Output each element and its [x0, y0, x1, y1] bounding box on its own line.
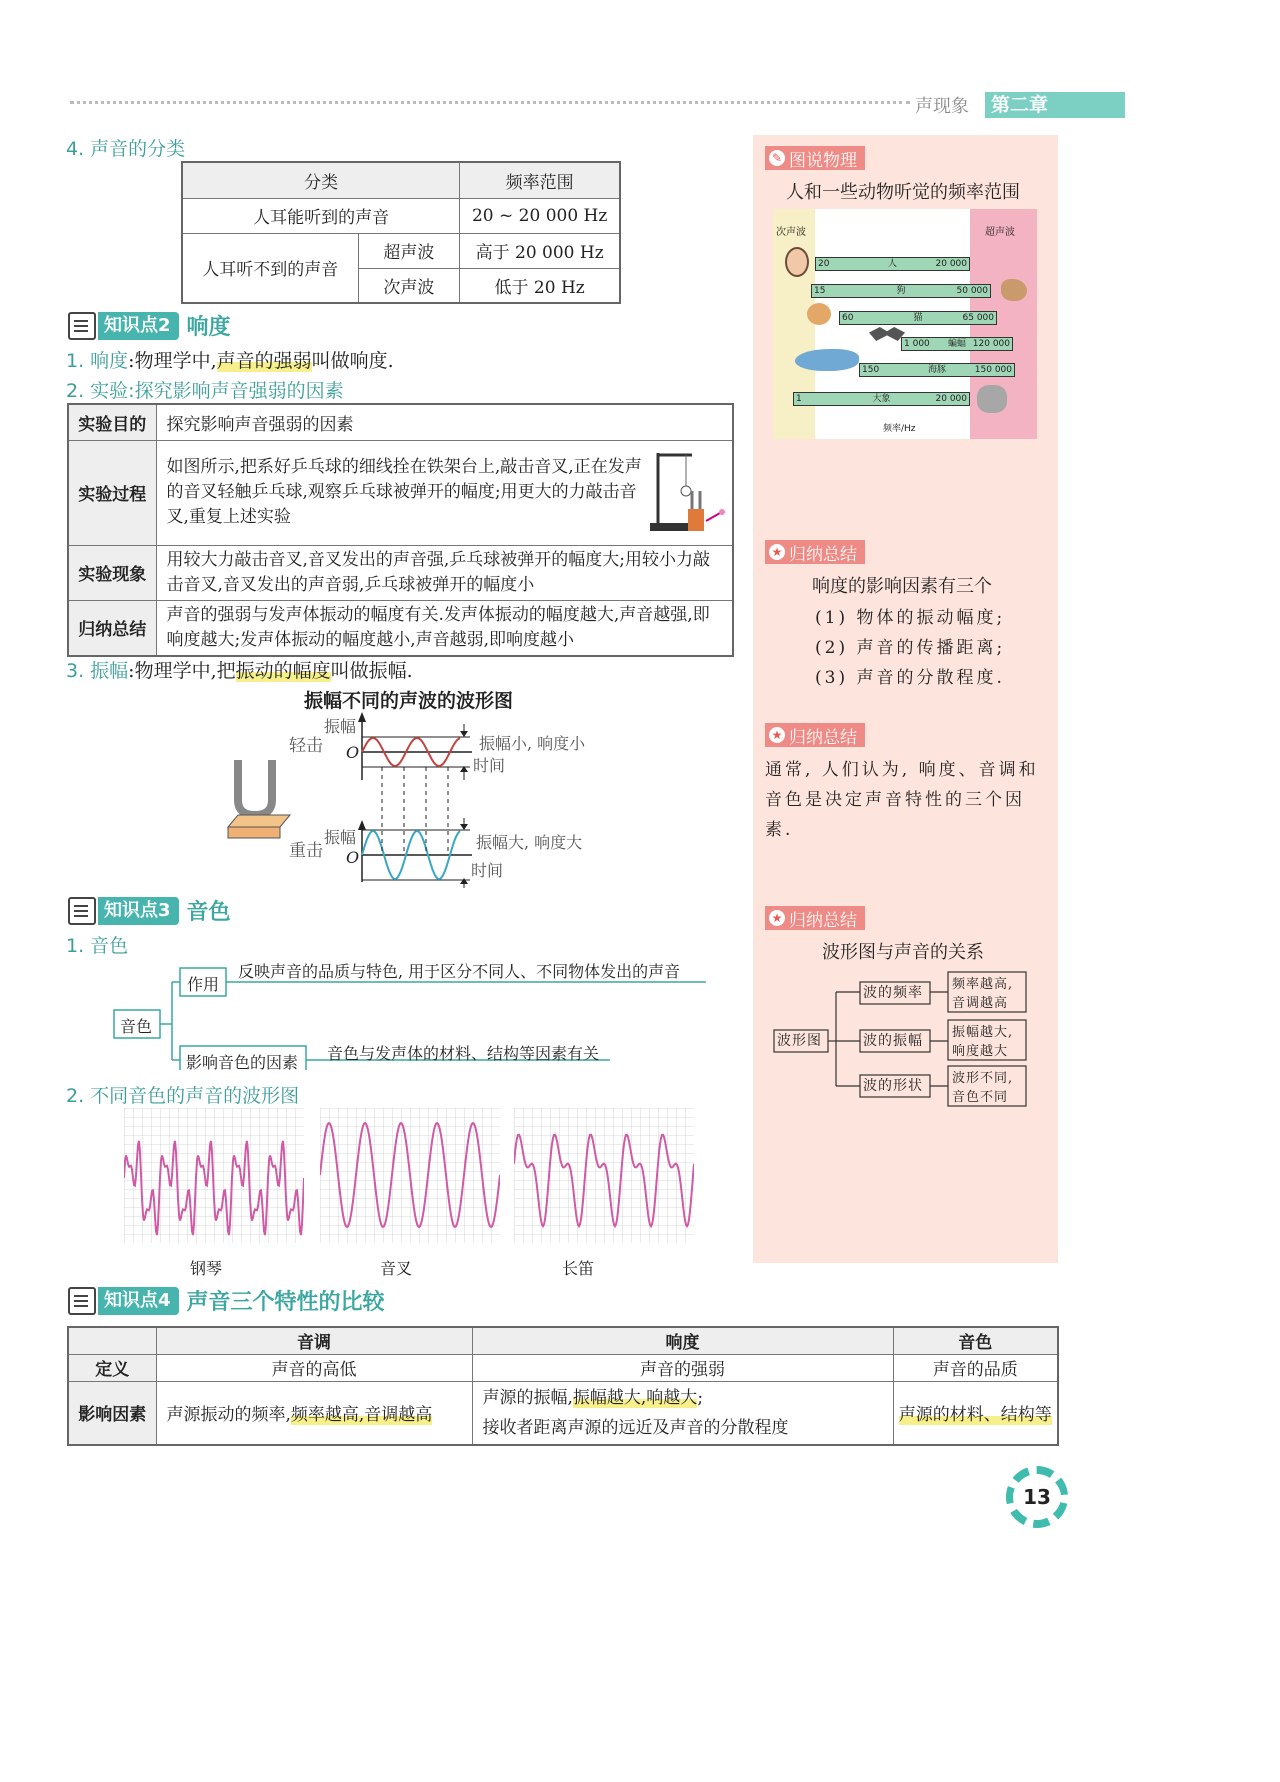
comparison-table [67, 1326, 1059, 1446]
tree2-k1: 波的频率 [863, 985, 923, 1001]
label-amp-top: 振幅 [324, 717, 357, 736]
star-icon: ★ [769, 544, 785, 560]
sum3-title: 波形图与声音的关系 [822, 942, 984, 963]
factor-timbre: 声源的材料、结构等 [893, 1381, 1058, 1445]
row1-range: 20 ~ 20 000 Hz [460, 198, 620, 233]
label-origin-top: O [346, 743, 360, 762]
tree2-v2b: 响度越大 [952, 1044, 1009, 1059]
label-small: 振幅小, 响度小 [479, 734, 586, 753]
tree2-v2a: 振幅越大, [952, 1025, 1014, 1040]
star-icon: ★ [769, 727, 785, 743]
col-header-range: 频率范围 [460, 162, 620, 198]
hearing-bar [815, 257, 970, 271]
tree-node-factors: 影响音色的因素 [186, 1053, 299, 1072]
header-chapter: 第二章 [985, 92, 1125, 118]
kp3-header [68, 895, 231, 926]
exp-purpose: 探究影响声音强弱的因素 [156, 404, 733, 440]
elephant-icon [977, 385, 1007, 413]
tree2-k3: 波的形状 [863, 1078, 923, 1094]
bar-high: 20 000 [935, 394, 967, 404]
note-icon [68, 897, 96, 925]
dolphin-icon [795, 349, 859, 371]
sum1-item-1: (1) 物体的振动幅度; [815, 608, 1006, 628]
row2-category: 人耳听不到的声音 [182, 233, 358, 303]
sum1-item-2: (2) 声音的传播距离; [815, 638, 1006, 658]
label-time-bottom: 时间 [471, 861, 504, 880]
star-icon: ★ [769, 910, 785, 926]
infra-label: 次声波 [776, 227, 806, 238]
exp-process-label: 实验过程 [68, 440, 156, 545]
exp-sum-label: 归纳总结 [68, 600, 156, 656]
human-icon [785, 247, 809, 277]
exp-process: 如图所示,把系好乒乓球的细线拴在铁架台上,敲击音叉,正在发声的音叉轻触乒乓球,观察乒乓球被弹开的幅度;用更大的力敲击音叉,重复上述实验 [166, 457, 642, 527]
def-pitch: 声音的高低 [156, 1354, 472, 1381]
row2b-sub: 次声波 [358, 268, 460, 303]
exp-purpose-label: 实验目的 [68, 404, 156, 440]
wave-piano [124, 1108, 304, 1243]
tag-illustrated: ✎ 图说物理 [765, 146, 865, 170]
exp-phen: 用较大力敲击音叉,音叉发出的声音强,乒乓球被弹开的幅度大;用较小力敲击音叉,音叉发出的声音弱,乒乓球被弹开的幅度小 [156, 545, 733, 600]
kp2-p1: 1. 响度:物理学中,声音的强弱叫做响度. [66, 350, 394, 372]
ultra-label: 超声波 [985, 227, 1015, 238]
tree-node-factors-text: 音色与发声体的材料、结构等因素有关 [327, 1044, 600, 1063]
col-header-category: 分类 [182, 162, 460, 198]
header-dots [70, 101, 910, 104]
def-timbre: 声音的品质 [893, 1354, 1058, 1381]
tuning-fork-icon [228, 760, 290, 838]
bar-high: 50 000 [956, 286, 988, 296]
wave-label-piano: 钢琴 [190, 1259, 223, 1278]
factor-label: 影响因素 [68, 1381, 156, 1445]
col-timbre: 音色 [893, 1327, 1058, 1354]
exp-phen-label: 实验现象 [68, 545, 156, 600]
hearing-bar [793, 392, 970, 406]
wave-flute [514, 1108, 694, 1243]
label-big: 振幅大, 响度大 [476, 833, 583, 852]
bar-animal: 蝙蝠 [947, 339, 967, 349]
kp2-header [68, 310, 231, 341]
header-section: 声现象 [915, 96, 969, 117]
wave-label-flute: 长笛 [562, 1259, 595, 1278]
tree-root: 音色 [120, 1017, 153, 1036]
note-icon [68, 1287, 96, 1315]
kp3-p1: 1. 音色 [66, 935, 129, 957]
kp2-p3: 3. 振幅:物理学中,把振动的幅度叫做振幅. [66, 660, 413, 682]
clip-icon: ✎ [769, 150, 785, 166]
label-light: 轻击 [289, 736, 323, 756]
experiment-table [67, 403, 734, 657]
def-label: 定义 [68, 1354, 156, 1381]
bar-animal: 猫 [913, 313, 923, 323]
bar-animal: 大象 [872, 394, 891, 404]
wave-label-fork: 音叉 [380, 1259, 413, 1278]
factor-pitch: 声源振动的频率,频率越高,音调越高 [156, 1381, 472, 1445]
row2b-range: 低于 20 Hz [460, 268, 620, 303]
bar-high: 150 000 [974, 365, 1012, 375]
sum2-text: 通常, 人们认为, 响度、音调和音色是决定声音特性的三个因素. [765, 760, 1039, 840]
kp4-badge: 知识点4 [98, 1287, 179, 1315]
row1-category: 人耳能听到的声音 [182, 198, 460, 233]
wave-fork [320, 1108, 500, 1243]
cat-icon [807, 303, 831, 325]
tree-node-function: 作用 [187, 975, 220, 994]
label-heavy: 重击 [289, 841, 323, 861]
tree2-v1b: 音调越高 [952, 996, 1009, 1011]
hearing-bar [811, 284, 991, 298]
note-icon [68, 312, 96, 340]
kp3-badge: 知识点3 [98, 897, 179, 925]
hearing-bar [901, 337, 1013, 351]
bar-high: 65 000 [962, 313, 994, 323]
bar-low: 60 [842, 313, 854, 323]
kp3-p2: 2. 不同音色的声音的波形图 [66, 1085, 300, 1107]
tree2-root: 波形图 [777, 1033, 822, 1049]
tree2-v1a: 频率越高, [952, 977, 1014, 992]
hearing-bar [859, 363, 1015, 377]
hearing-bar [839, 311, 997, 325]
bar-high: 20 000 [935, 259, 967, 269]
bar-high: 120 000 [972, 339, 1010, 349]
bar-low: 150 [862, 365, 880, 375]
kp2-p2: 2. 实验:探究影响声音强弱的因素 [66, 380, 344, 402]
hearing-title: 人和一些动物听觉的频率范围 [786, 182, 1020, 203]
sum1-title: 响度的影响因素有三个 [812, 576, 992, 597]
exp-sum: 声音的强弱与发声体振动的幅度有关.发声体振动的幅度越大,声音越强,即响度越大;发声体振动的幅度越小,声音越弱,即响度越小 [156, 600, 733, 656]
s4-heading: 4. 声音的分类 [66, 138, 186, 160]
tag-summary-2: ★ 归纳总结 [765, 723, 865, 747]
classification-table [181, 161, 621, 304]
hearing-chart [773, 209, 1037, 439]
page-number: 13 [1013, 1475, 1061, 1519]
kp4-header [68, 1285, 385, 1316]
axis-label: 频率/Hz [883, 424, 916, 434]
tree2-v3a: 波形不同, [952, 1071, 1014, 1086]
label-time-top: 时间 [473, 756, 506, 775]
stand-fork-illustration [648, 447, 728, 539]
bar-low: 1 [796, 394, 802, 404]
bar-animal: 海豚 [927, 365, 947, 375]
bar-animal: 狗 [896, 286, 906, 296]
factor-loudness: 声源的振幅,振幅越大,响越大; 接收者距离声源的远近及声音的分散程度 [472, 1381, 893, 1445]
tree-node-function-text: 反映声音的品质与特色, 用于区分不同人、不同物体发出的声音 [238, 962, 681, 981]
sum1-item-3: (3) 声音的分散程度. [815, 668, 1005, 688]
tag-summary-3: ★ 归纳总结 [765, 906, 865, 930]
kp3-title: 音色 [186, 900, 231, 925]
row2a-range: 高于 20 000 Hz [460, 233, 620, 268]
kp2-badge: 知识点2 [98, 312, 179, 340]
kp4-title: 声音三个特性的比较 [186, 1290, 385, 1315]
col-loudness: 响度 [472, 1327, 893, 1354]
label-amp-bottom: 振幅 [324, 828, 357, 847]
tag-summary-1: ★ 归纳总结 [765, 540, 865, 564]
label-origin-bottom: O [346, 848, 360, 867]
bar-low: 15 [814, 286, 826, 296]
def-loudness: 声音的强弱 [472, 1354, 893, 1381]
kp2-title: 响度 [186, 315, 231, 340]
tree2-v3b: 音色不同 [952, 1090, 1009, 1105]
bat-icon [869, 327, 905, 341]
dog-icon [1001, 279, 1027, 301]
wave-figure-title: 振幅不同的声波的波形图 [304, 690, 514, 712]
row2a-sub: 超声波 [358, 233, 460, 268]
tree2-k2: 波的振幅 [863, 1033, 923, 1049]
bar-animal: 人 [887, 259, 898, 269]
bar-low: 20 [818, 259, 830, 269]
bar-low: 1 000 [904, 339, 930, 349]
col-pitch: 音调 [156, 1327, 472, 1354]
